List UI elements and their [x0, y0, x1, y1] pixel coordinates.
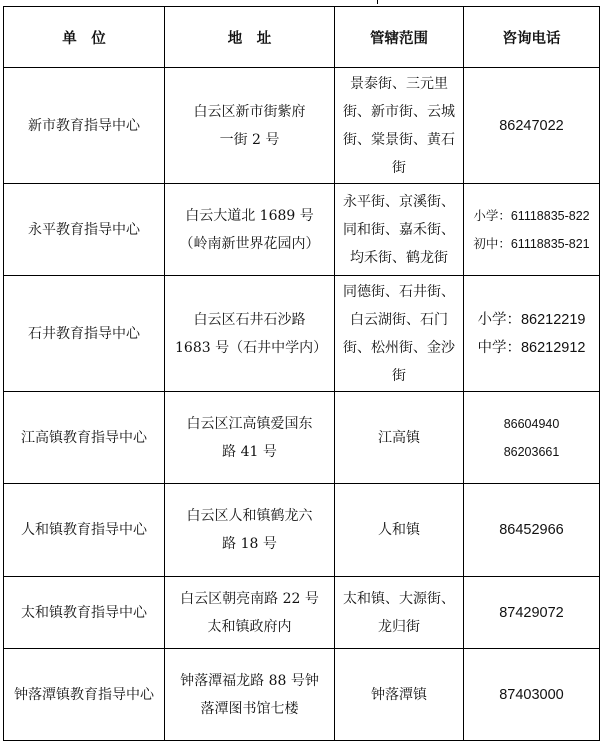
address-line: 路 41 号: [222, 443, 277, 460]
table-row: [4, 577, 600, 649]
address-cell: [165, 184, 335, 276]
phone-cell: [464, 392, 600, 484]
area-cell: [335, 484, 464, 577]
area-cell: [335, 392, 464, 484]
table-row: [4, 392, 600, 484]
area-line: 人和镇: [378, 522, 420, 538]
unit-cell: 江高镇教育指导中心: [4, 392, 165, 484]
address-line: 白云区石井石沙路: [193, 311, 306, 328]
area-line: 白云湖街、石门: [350, 311, 448, 328]
unit-cell: 人和镇教育指导中心: [4, 484, 165, 577]
area-line: 钟落潭镇: [371, 686, 427, 703]
area-line: 街、新市街、云城: [343, 103, 455, 120]
phone-number: 87403000: [499, 686, 564, 703]
area-line: 同德街、石井街、: [343, 283, 455, 300]
area-cell: [335, 68, 464, 184]
phone-number: 小学：86212219: [477, 311, 586, 328]
unit-cell: 新市教育指导中心: [4, 68, 165, 184]
phone-cell: [464, 276, 600, 392]
table-header-row: [4, 7, 600, 68]
unit-cell: 太和镇教育指导中心: [4, 577, 165, 649]
header-unit: 单 位: [4, 7, 165, 68]
table-row: [4, 68, 600, 184]
area-line: 太和镇、大源街、: [343, 590, 455, 607]
area-cell: [335, 577, 464, 649]
area-line: 江高镇: [378, 429, 420, 446]
address-line: 白云区朝亮南路 22 号: [180, 590, 319, 607]
address-cell: [165, 276, 335, 392]
phone-cell: [464, 577, 600, 649]
education-center-table: [3, 6, 600, 741]
address-line: （岭南新世界花园内）: [179, 235, 320, 252]
address-cell: [165, 649, 335, 741]
top-edge-mark: [377, 0, 378, 4]
phone-cell: [464, 649, 600, 741]
address-line: 白云大道北 1689 号: [185, 207, 314, 224]
area-cell: [335, 184, 464, 276]
area-line: 景泰街、三元里: [350, 75, 448, 92]
area-cell: [335, 649, 464, 741]
address-line: 钟落潭福龙路 88 号钟: [180, 672, 319, 689]
address-cell: [165, 68, 335, 184]
table-row: [4, 276, 600, 392]
table-row: [4, 484, 600, 577]
phone-number: 86203661: [503, 444, 560, 459]
area-line: 永平街、京溪街、: [343, 193, 455, 210]
address-line: 落潭图书馆七楼: [200, 700, 299, 717]
phone-cell: [464, 68, 600, 184]
address-line: 白云区人和镇鹤龙六: [186, 508, 313, 524]
area-line: 街、松州街、金沙: [343, 339, 455, 356]
unit-cell: 石井教育指导中心: [4, 276, 165, 392]
table-row: [4, 184, 600, 276]
header-area: 管辖范围: [335, 7, 464, 68]
area-line: 龙归街: [378, 618, 420, 635]
address-line: 白云区江高镇爱国东: [186, 415, 313, 432]
address-line: 路 18 号: [222, 536, 277, 552]
address-line: 白云区新市街紫府: [193, 103, 306, 120]
address-cell: [165, 484, 335, 577]
table-row: [4, 649, 600, 741]
phone-cell: [464, 484, 600, 577]
phone-number: 小学：61118835-822: [473, 208, 590, 223]
area-line: 街: [392, 367, 406, 384]
area-line: 街: [392, 159, 406, 176]
address-cell: [165, 577, 335, 649]
phone-number: 中学：86212912: [477, 339, 586, 356]
phone-number: 86452966: [499, 522, 564, 538]
area-line: 均禾街、鹤龙街: [350, 249, 448, 266]
unit-cell: 永平教育指导中心: [4, 184, 165, 276]
unit-cell: 钟落潭镇教育指导中心: [4, 649, 165, 741]
address-line: 一街 2 号: [219, 131, 280, 148]
phone-number: 初中：61118835-821: [473, 236, 590, 251]
area-cell: [335, 276, 464, 392]
address-line: 太和镇政府内: [207, 618, 292, 635]
phone-number: 87429072: [499, 604, 564, 621]
area-line: 街、棠景街、黄石: [343, 131, 455, 148]
phone-cell: [464, 184, 600, 276]
phone-number: 86247022: [499, 117, 564, 134]
header-address: 地 址: [165, 7, 335, 68]
address-cell: [165, 392, 335, 484]
phone-number: 86604940: [503, 416, 560, 431]
area-line: 同和街、嘉禾街、: [343, 221, 455, 238]
header-phone: 咨询电话: [464, 7, 600, 68]
address-line: 1683 号（石井中学内）: [175, 339, 328, 356]
